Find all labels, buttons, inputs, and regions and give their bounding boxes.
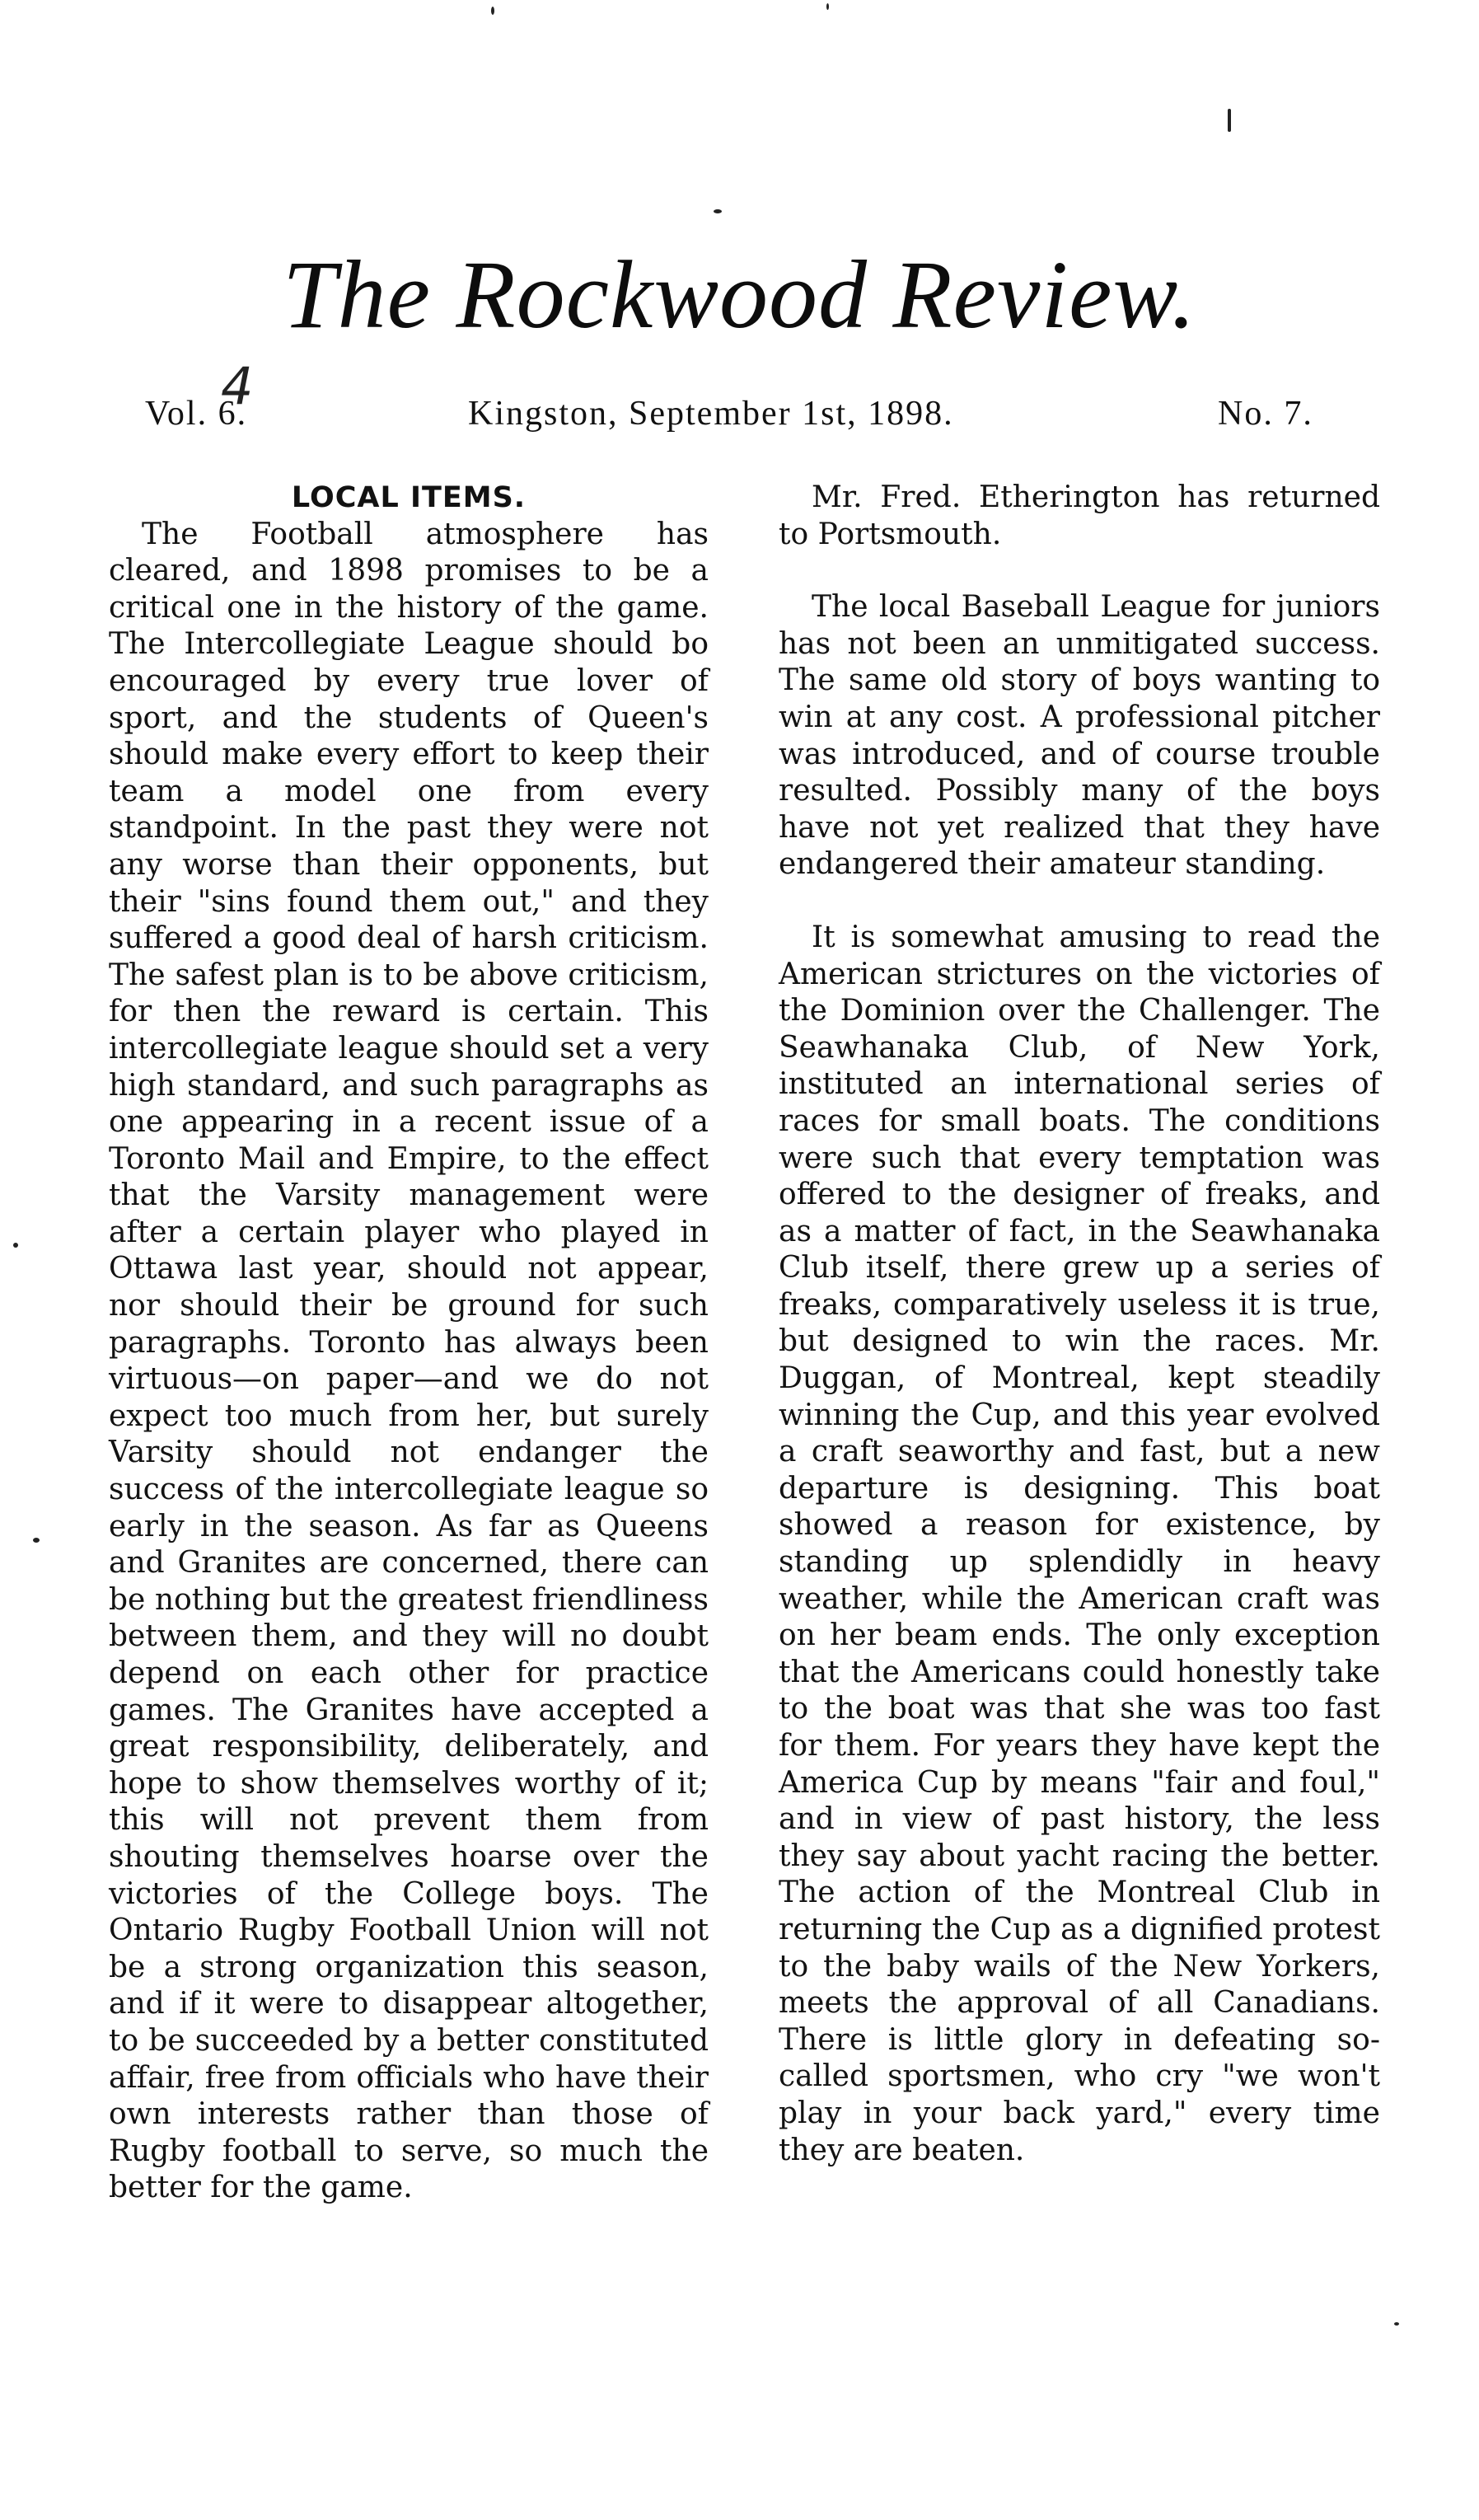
article-paragraph: Mr. Fred. Etherington has returned to Portsmouth.	[779, 480, 1380, 551]
scan-speck	[13, 1243, 18, 1248]
article-paragraph: The local Baseball League for juniors has not been an unmitigated success. The same old story of boys wanting to win at any cost. A professional pitcher was introduced, and of course trouble resulted. Possibly many of the boys have not yet realized that they have endangered their amateur standing.	[779, 590, 1380, 882]
volume-label: Vol. 6.	[145, 395, 248, 433]
scan-speck	[33, 1538, 40, 1543]
dateline: Kingston, September 1st, 1898.	[468, 395, 954, 433]
article-paragraph: It is somewhat amusing to read the American strictures on the victories of the Dominion over the Challenger. The Seawhanaka Club, of New York, instituted an international series of races for small boats. The conditions were such that every temptation was offered to the designer of freaks, and as a matter of fact, in the Seawhanaka Club itself, there grew up a series of freaks, comparatively useless it is true, but designed to win the races. Mr. Duggan, of Montreal, kept steadily winning the Cup, and this year evolved a craft seaworthy and fast, but a new departure is designing. This boat showed a reason for existence, by standing up splendidly in heavy weather, while the American craft was on her beam ends. The only exception that the Americans could honestly take to the boat was that she was too fast for them. For years they have kept the America Cup by means "fair and foul," and in view of past history, the less they say about yacht racing the better. The action of the Montreal Club in returning the Cup as a dignified protest to the baby wails of the New Yorkers, meets the approval of all Canadians. There is little glory in defeating so-called sportsmen, who cry "we won't play in your back yard," every time they are beaten.	[779, 920, 1380, 2167]
scan-speck	[1394, 2322, 1399, 2326]
left-column	[109, 480, 709, 2207]
scan-speck	[714, 209, 722, 213]
scan-speck	[826, 3, 829, 10]
scan-speck	[491, 7, 494, 15]
volume-correction: 4	[221, 356, 254, 416]
section-heading: LOCAL ITEMS.	[291, 481, 527, 514]
masthead-title: The Rockwood Review.	[283, 241, 1196, 349]
right-column	[779, 480, 1380, 2169]
scan-speck	[1228, 109, 1231, 132]
article-paragraph: The Football atmosphere has cleared, and 1898 promises to be a critical one in the history of the game. The Intercollegiate League should bo encouraged by every true lover of sport, and the students of Queen's should make every effort to keep their team a model one from every standpoint. In the past they were not any worse than their opponents, but their "sins found them out," and they suffered a good deal of harsh criticism. The safest plan is to be above criticism, for then the reward is certain. This intercollegiate league should set a very high standard, and such paragraphs as one appearing in a recent issue of a Toronto Mail and Empire, to the effect that the Varsity management were after a certain player who played in Ottawa last year, should not appear, nor should their be ground for such paragraphs. Toronto has always been virtuous—on paper—and we do not expect too much from her, but surely Varsity should not endanger the success of the intercollegiate league so early in the season. As far as Queens and Granites are concerned, there can be nothing but the greatest friendliness between them, and they will no doubt depend on each other for practice games. The Granites have accepted a great responsibility, deliberately, and hope to show themselves worthy of it; this will not prevent them from shouting themselves hoarse over the victories of the College boys. The Ontario Rugby Football Union will not be a strong organization this season, and if it were to disappear altogether, to be succeeded by a better constituted affair, free from officials who have their own interests rather than those of Rugby football to serve, so much the better for the game.	[109, 517, 709, 2205]
issue-number: No. 7.	[1218, 395, 1313, 433]
